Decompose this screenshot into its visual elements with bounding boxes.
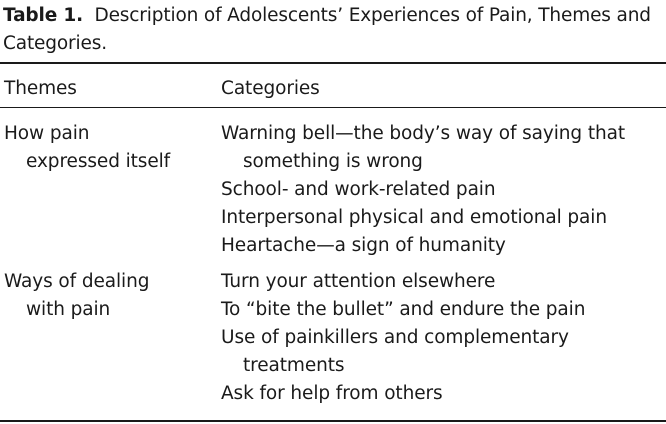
category-cell	[221, 268, 666, 408]
theme-cell	[4, 268, 204, 324]
table-top-rule	[0, 62, 666, 64]
category-cell	[221, 120, 666, 260]
table-caption	[3, 2, 663, 58]
table-caption-text: Description of Adolescents’ Experiences of Pain, Themes and Categories.	[3, 5, 651, 54]
theme-cell	[4, 120, 204, 176]
category-line: something is wrong	[243, 151, 423, 172]
category-line: School- and work-related pain	[221, 179, 496, 200]
category-line: treatments	[243, 355, 345, 376]
header-themes: Themes	[4, 78, 77, 99]
category-line: Heartache—a sign of humanity	[221, 235, 506, 256]
category-line: To “bite the bullet” and endure the pain	[221, 299, 586, 320]
category-line: Turn your attention elsewhere	[221, 271, 496, 292]
category-line: Ask for help from others	[221, 383, 443, 404]
table-bottom-rule	[0, 420, 666, 422]
category-line: Use of painkillers and complementary	[221, 327, 569, 348]
theme-line: Ways of dealing	[4, 271, 150, 292]
table-header-rule	[0, 107, 666, 108]
theme-line: expressed itself	[26, 151, 171, 172]
header-categories: Categories	[221, 78, 320, 99]
category-line: Interpersonal physical and emotional pain	[221, 207, 607, 228]
table-caption-label: Table 1.	[3, 5, 83, 26]
theme-line: How pain	[4, 123, 90, 144]
theme-line: with pain	[26, 299, 111, 320]
category-line: Warning bell—the body’s way of saying that	[221, 123, 626, 144]
